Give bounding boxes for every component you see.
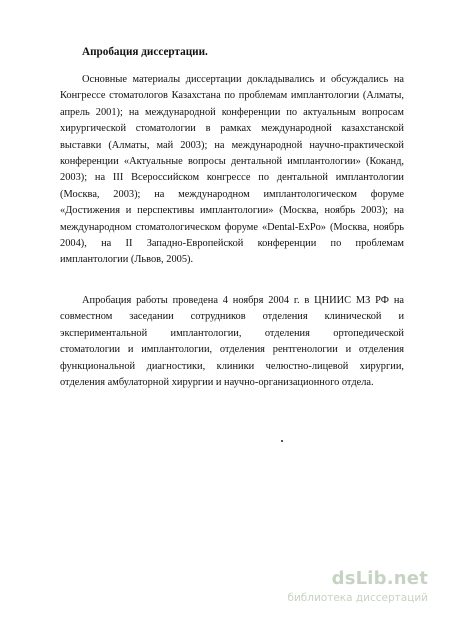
watermark-subtitle: библиотека диссертаций bbox=[287, 592, 428, 604]
paragraph-approbation: Апробация работы проведена 4 ноября 2004 г. в ЦНИИС МЗ РФ на совместном заседании сотрудников отделения клинической и экспериментальной имплантологии, отделения ортопедической стоматологии и имплантологии, отделения рентгенологии и отделения функциональной диагностики, клиники челюстно-лицевой хирургии, отделения амбулаторной хирургии и научно-организационного отдела. bbox=[60, 295, 404, 389]
watermark bbox=[288, 568, 438, 608]
stray-dot bbox=[281, 440, 283, 442]
paragraph-presentations: Основные материалы диссертации докладывались и обсуждались на Конгрессе стоматологов Казахстана по проблемам имплантологии (Алматы, апрель 2001); на международной конференции по актуальным вопросам хирургической стоматологии в рамках международной казахстанской выставки (Алматы, май 2003); на международной научно-практической конференции «Актуальные вопросы дентальной имплантологии» (Коканд, 2003); на III Всероссийском конгрессе по дентальной имплантологии (Москва, 2003); на международном имплантологическом форуме «Достижения и перспективы имплантологии» (Москва, ноябрь 2003); на международном стоматологическом форуме «Dental-ExPo» (Москва, ноябрь 2004), на II Западно-Европейской конференции по проблемам имплантологии (Львов, 2005). bbox=[60, 74, 404, 266]
section-heading: Апробация диссертации. bbox=[82, 46, 208, 58]
watermark-logo: dsLib.net bbox=[331, 568, 428, 589]
